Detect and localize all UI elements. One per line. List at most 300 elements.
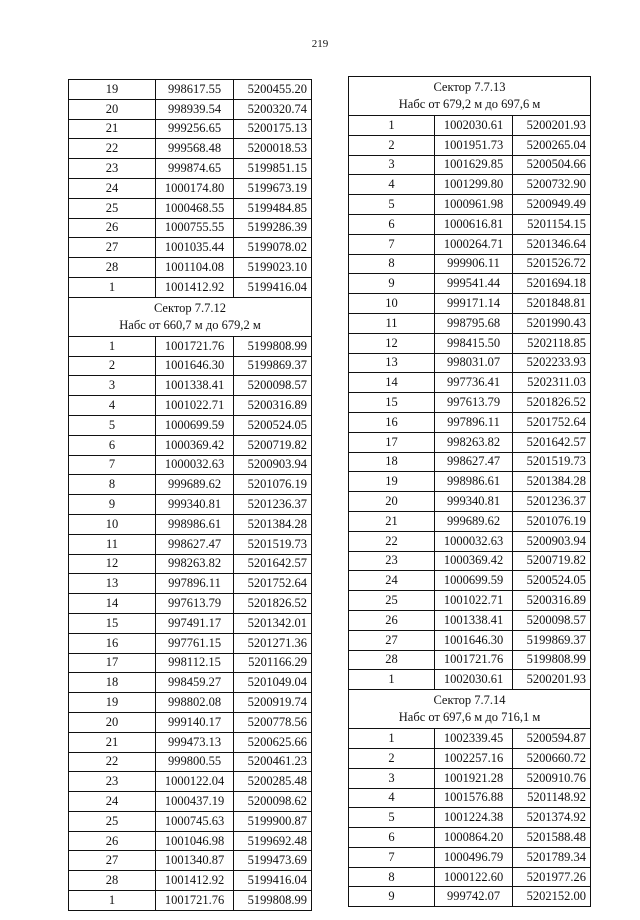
point-number-cell: 24 <box>349 571 435 591</box>
table-row <box>349 135 591 155</box>
y-coordinate-cell: 5201236.37 <box>513 492 591 512</box>
point-number-cell: 16 <box>349 412 435 432</box>
table-row <box>349 492 591 512</box>
sector-header <box>349 690 591 729</box>
point-number-cell: 9 <box>349 274 435 294</box>
x-coordinate-cell: 999742.07 <box>435 887 513 907</box>
point-number-cell: 1 <box>349 729 435 749</box>
x-coordinate-cell: 1001412.92 <box>156 277 234 297</box>
y-coordinate-cell: 5200265.04 <box>513 135 591 155</box>
point-number-cell: 17 <box>349 432 435 452</box>
x-coordinate-cell: 1001629.85 <box>435 155 513 175</box>
y-coordinate-cell: 5201236.37 <box>234 495 312 515</box>
sector-header <box>349 77 591 116</box>
table-row <box>69 772 312 792</box>
table-row <box>349 214 591 234</box>
point-number-cell: 14 <box>69 594 156 614</box>
point-number-cell: 6 <box>349 828 435 848</box>
y-coordinate-cell: 5200910.76 <box>513 768 591 788</box>
y-coordinate-cell: 5202233.93 <box>513 353 591 373</box>
x-coordinate-cell: 998795.68 <box>435 313 513 333</box>
y-coordinate-cell: 5202118.85 <box>513 333 591 353</box>
table-row <box>69 495 312 515</box>
x-coordinate-cell: 998802.08 <box>156 693 234 713</box>
y-coordinate-cell: 5200919.74 <box>234 693 312 713</box>
y-coordinate-cell: 5201519.73 <box>234 534 312 554</box>
y-coordinate-cell: 5201826.52 <box>513 393 591 413</box>
table-row <box>349 847 591 867</box>
table-row <box>69 218 312 238</box>
table-row <box>69 119 312 139</box>
right-coordinate-table <box>348 76 591 907</box>
table-row <box>69 415 312 435</box>
x-coordinate-cell: 1001721.76 <box>156 891 234 911</box>
table-row <box>69 732 312 752</box>
point-number-cell: 7 <box>349 847 435 867</box>
sector-header-row <box>349 690 591 729</box>
x-coordinate-cell: 1000122.60 <box>435 867 513 887</box>
y-coordinate-cell: 5200316.89 <box>234 396 312 416</box>
table-row <box>349 867 591 887</box>
point-number-cell: 7 <box>349 234 435 254</box>
x-coordinate-cell: 999171.14 <box>435 294 513 314</box>
x-coordinate-cell: 1000174.80 <box>156 178 234 198</box>
table-row <box>349 116 591 136</box>
table-row <box>349 155 591 175</box>
y-coordinate-cell: 5202152.00 <box>513 887 591 907</box>
x-coordinate-cell: 1000468.55 <box>156 198 234 218</box>
x-coordinate-cell: 1000369.42 <box>156 435 234 455</box>
x-coordinate-cell: 1001721.76 <box>435 650 513 670</box>
table-row <box>69 159 312 179</box>
sector-subtitle: Набс от 697,6 м до 716,1 м <box>398 710 541 725</box>
y-coordinate-cell: 5201752.64 <box>513 412 591 432</box>
point-number-cell: 11 <box>69 534 156 554</box>
point-number-cell: 22 <box>69 139 156 159</box>
point-number-cell: 12 <box>349 333 435 353</box>
table-row <box>69 336 312 356</box>
y-coordinate-cell: 5199078.02 <box>234 238 312 258</box>
x-coordinate-cell: 1001412.92 <box>156 871 234 891</box>
table-row <box>69 712 312 732</box>
table-row <box>349 274 591 294</box>
point-number-cell: 20 <box>349 492 435 512</box>
table-row <box>349 294 591 314</box>
y-coordinate-cell: 5202311.03 <box>513 373 591 393</box>
y-coordinate-cell: 5200719.82 <box>234 435 312 455</box>
point-number-cell: 4 <box>69 396 156 416</box>
y-coordinate-cell: 5200285.48 <box>234 772 312 792</box>
point-number-cell: 22 <box>349 531 435 551</box>
table-row <box>69 891 312 911</box>
y-coordinate-cell: 5199808.99 <box>234 336 312 356</box>
table-row <box>349 571 591 591</box>
x-coordinate-cell: 1000745.63 <box>156 811 234 831</box>
x-coordinate-cell: 1000755.55 <box>156 218 234 238</box>
y-coordinate-cell: 5200778.56 <box>234 712 312 732</box>
y-coordinate-cell: 5201076.19 <box>234 475 312 495</box>
sector-subtitle: Набс от 679,2 м до 697,6 м <box>398 97 541 111</box>
table-row <box>69 514 312 534</box>
y-coordinate-cell: 5199673.19 <box>234 178 312 198</box>
table-row <box>69 258 312 278</box>
table-row <box>349 393 591 413</box>
x-coordinate-cell: 1000864.20 <box>435 828 513 848</box>
x-coordinate-cell: 997613.79 <box>435 393 513 413</box>
point-number-cell: 25 <box>349 591 435 611</box>
point-number-cell: 2 <box>349 135 435 155</box>
x-coordinate-cell: 1001338.41 <box>435 610 513 630</box>
table-row <box>349 650 591 670</box>
table-row <box>349 551 591 571</box>
table-row <box>69 238 312 258</box>
x-coordinate-cell: 999800.55 <box>156 752 234 772</box>
point-number-cell: 8 <box>349 867 435 887</box>
point-number-cell: 26 <box>349 610 435 630</box>
x-coordinate-cell: 1001104.08 <box>156 258 234 278</box>
table-row <box>349 748 591 768</box>
table-row <box>349 670 591 690</box>
point-number-cell: 27 <box>69 851 156 871</box>
point-number-cell: 28 <box>69 871 156 891</box>
y-coordinate-cell: 5201526.72 <box>513 254 591 274</box>
x-coordinate-cell: 999689.62 <box>435 511 513 531</box>
point-number-cell: 25 <box>69 198 156 218</box>
y-coordinate-cell: 5200504.66 <box>513 155 591 175</box>
point-number-cell: 1 <box>349 670 435 690</box>
x-coordinate-cell: 999568.48 <box>156 139 234 159</box>
table-row <box>69 376 312 396</box>
table-row <box>349 333 591 353</box>
x-coordinate-cell: 999473.13 <box>156 732 234 752</box>
point-number-cell: 18 <box>69 673 156 693</box>
table-row <box>69 574 312 594</box>
y-coordinate-cell: 5201271.36 <box>234 633 312 653</box>
y-coordinate-cell: 5199869.37 <box>513 630 591 650</box>
point-number-cell: 9 <box>349 887 435 907</box>
x-coordinate-cell: 1000699.59 <box>156 415 234 435</box>
y-coordinate-cell: 5201642.57 <box>234 554 312 574</box>
sector-subtitle: Набс от 660,7 м до 679,2 м <box>119 317 261 332</box>
x-coordinate-cell: 1000369.42 <box>435 551 513 571</box>
point-number-cell: 19 <box>69 80 156 100</box>
point-number-cell: 6 <box>69 435 156 455</box>
x-coordinate-cell: 999340.81 <box>156 495 234 515</box>
x-coordinate-cell: 999906.11 <box>435 254 513 274</box>
table-row <box>349 591 591 611</box>
x-coordinate-cell: 1001646.30 <box>156 356 234 376</box>
x-coordinate-cell: 1000122.04 <box>156 772 234 792</box>
y-coordinate-cell: 5200455.20 <box>234 80 312 100</box>
table-row <box>349 373 591 393</box>
table-row <box>69 475 312 495</box>
x-coordinate-cell: 998263.82 <box>156 554 234 574</box>
table-row <box>69 594 312 614</box>
table-row <box>69 435 312 455</box>
x-coordinate-cell: 1001035.44 <box>156 238 234 258</box>
x-coordinate-cell: 1002030.61 <box>435 670 513 690</box>
y-coordinate-cell: 5201384.28 <box>234 514 312 534</box>
table-row <box>349 887 591 907</box>
table-row <box>69 99 312 119</box>
x-coordinate-cell: 1001921.28 <box>435 768 513 788</box>
x-coordinate-cell: 997896.11 <box>435 412 513 432</box>
table-row <box>69 673 312 693</box>
y-coordinate-cell: 5201148.92 <box>513 788 591 808</box>
y-coordinate-cell: 5199808.99 <box>234 891 312 911</box>
table-row <box>349 729 591 749</box>
point-number-cell: 4 <box>349 788 435 808</box>
point-number-cell: 2 <box>349 748 435 768</box>
y-coordinate-cell: 5200098.62 <box>234 792 312 812</box>
x-coordinate-cell: 998627.47 <box>435 452 513 472</box>
table-row <box>349 412 591 432</box>
table-row <box>69 851 312 871</box>
x-coordinate-cell: 999340.81 <box>435 492 513 512</box>
x-coordinate-cell: 997736.41 <box>435 373 513 393</box>
page-number: 219 <box>311 38 329 50</box>
point-number-cell: 11 <box>349 313 435 333</box>
y-coordinate-cell: 5199023.10 <box>234 258 312 278</box>
x-coordinate-cell: 1001338.41 <box>156 376 234 396</box>
point-number-cell: 1 <box>69 277 156 297</box>
x-coordinate-cell: 1000616.81 <box>435 214 513 234</box>
table-row <box>349 195 591 215</box>
y-coordinate-cell: 5200098.57 <box>513 610 591 630</box>
point-number-cell: 8 <box>69 475 156 495</box>
sector-header-row <box>349 77 591 116</box>
point-number-cell: 1 <box>69 891 156 911</box>
x-coordinate-cell: 998986.61 <box>435 472 513 492</box>
point-number-cell: 27 <box>349 630 435 650</box>
sector-header-row <box>69 297 312 336</box>
y-coordinate-cell: 5199808.99 <box>513 650 591 670</box>
point-number-cell: 21 <box>69 119 156 139</box>
table-row <box>349 531 591 551</box>
x-coordinate-cell: 999256.65 <box>156 119 234 139</box>
y-coordinate-cell: 5200201.93 <box>513 116 591 136</box>
y-coordinate-cell: 5200660.72 <box>513 748 591 768</box>
x-coordinate-cell: 997896.11 <box>156 574 234 594</box>
point-number-cell: 9 <box>69 495 156 515</box>
point-number-cell: 5 <box>69 415 156 435</box>
y-coordinate-cell: 5201154.15 <box>513 214 591 234</box>
y-coordinate-cell: 5201977.26 <box>513 867 591 887</box>
y-coordinate-cell: 5201166.29 <box>234 653 312 673</box>
table-row <box>69 792 312 812</box>
table-row <box>69 693 312 713</box>
point-number-cell: 13 <box>69 574 156 594</box>
y-coordinate-cell: 5200098.57 <box>234 376 312 396</box>
x-coordinate-cell: 1001576.88 <box>435 788 513 808</box>
y-coordinate-cell: 5200625.66 <box>234 732 312 752</box>
y-coordinate-cell: 5199900.87 <box>234 811 312 831</box>
y-coordinate-cell: 5199851.15 <box>234 159 312 179</box>
y-coordinate-cell: 5201588.48 <box>513 828 591 848</box>
y-coordinate-cell: 5199416.04 <box>234 277 312 297</box>
y-coordinate-cell: 5201049.04 <box>234 673 312 693</box>
point-number-cell: 18 <box>349 452 435 472</box>
point-number-cell: 27 <box>69 238 156 258</box>
point-number-cell: 15 <box>69 613 156 633</box>
y-coordinate-cell: 5201642.57 <box>513 432 591 452</box>
table-row <box>69 178 312 198</box>
x-coordinate-cell: 999689.62 <box>156 475 234 495</box>
x-coordinate-cell: 999874.65 <box>156 159 234 179</box>
x-coordinate-cell: 1001951.73 <box>435 135 513 155</box>
table-row <box>69 277 312 297</box>
x-coordinate-cell: 997761.15 <box>156 633 234 653</box>
y-coordinate-cell: 5200719.82 <box>513 551 591 571</box>
table-row <box>69 534 312 554</box>
table-row <box>69 80 312 100</box>
y-coordinate-cell: 5201342.01 <box>234 613 312 633</box>
x-coordinate-cell: 1000699.59 <box>435 571 513 591</box>
y-coordinate-cell: 5201384.28 <box>513 472 591 492</box>
x-coordinate-cell: 1000437.19 <box>156 792 234 812</box>
point-number-cell: 23 <box>349 551 435 571</box>
x-coordinate-cell: 998031.07 <box>435 353 513 373</box>
y-coordinate-cell: 5199692.48 <box>234 831 312 851</box>
y-coordinate-cell: 5200903.94 <box>234 455 312 475</box>
y-coordinate-cell: 5200949.49 <box>513 195 591 215</box>
table-row <box>349 175 591 195</box>
point-number-cell: 2 <box>69 356 156 376</box>
point-number-cell: 1 <box>349 116 435 136</box>
y-coordinate-cell: 5200903.94 <box>513 531 591 551</box>
x-coordinate-cell: 1001022.71 <box>156 396 234 416</box>
table-row <box>69 871 312 891</box>
x-coordinate-cell: 1000961.98 <box>435 195 513 215</box>
table-row <box>69 198 312 218</box>
point-number-cell: 10 <box>69 514 156 534</box>
point-number-cell: 7 <box>69 455 156 475</box>
point-number-cell: 22 <box>69 752 156 772</box>
y-coordinate-cell: 5199484.85 <box>234 198 312 218</box>
y-coordinate-cell: 5200524.05 <box>234 415 312 435</box>
x-coordinate-cell: 1001299.80 <box>435 175 513 195</box>
x-coordinate-cell: 998617.55 <box>156 80 234 100</box>
table-row <box>349 254 591 274</box>
point-number-cell: 23 <box>69 159 156 179</box>
sector-header <box>69 297 312 336</box>
y-coordinate-cell: 5200201.93 <box>513 670 591 690</box>
x-coordinate-cell: 999140.17 <box>156 712 234 732</box>
y-coordinate-cell: 5199416.04 <box>234 871 312 891</box>
point-number-cell: 4 <box>349 175 435 195</box>
x-coordinate-cell: 997491.17 <box>156 613 234 633</box>
x-coordinate-cell: 998459.27 <box>156 673 234 693</box>
point-number-cell: 21 <box>69 732 156 752</box>
y-coordinate-cell: 5199473.69 <box>234 851 312 871</box>
table-row <box>349 353 591 373</box>
x-coordinate-cell: 998415.50 <box>435 333 513 353</box>
x-coordinate-cell: 998939.54 <box>156 99 234 119</box>
point-number-cell: 26 <box>69 831 156 851</box>
y-coordinate-cell: 5200175.13 <box>234 119 312 139</box>
x-coordinate-cell: 1001340.87 <box>156 851 234 871</box>
y-coordinate-cell: 5201990.43 <box>513 313 591 333</box>
table-row <box>349 630 591 650</box>
x-coordinate-cell: 997613.79 <box>156 594 234 614</box>
table-row <box>349 452 591 472</box>
table-row <box>69 613 312 633</box>
table-row <box>349 828 591 848</box>
y-coordinate-cell: 5200524.05 <box>513 571 591 591</box>
y-coordinate-cell: 5201694.18 <box>513 274 591 294</box>
point-number-cell: 5 <box>349 808 435 828</box>
table-row <box>69 356 312 376</box>
table-row <box>69 633 312 653</box>
table-row <box>69 554 312 574</box>
point-number-cell: 24 <box>69 178 156 198</box>
table-row <box>69 396 312 416</box>
point-number-cell: 19 <box>349 472 435 492</box>
table-row <box>349 511 591 531</box>
left-coordinate-table <box>68 79 312 911</box>
point-number-cell: 16 <box>69 633 156 653</box>
y-coordinate-cell: 5201789.34 <box>513 847 591 867</box>
point-number-cell: 20 <box>69 712 156 732</box>
y-coordinate-cell: 5200018.53 <box>234 139 312 159</box>
table-row <box>69 139 312 159</box>
point-number-cell: 3 <box>349 155 435 175</box>
x-coordinate-cell: 998627.47 <box>156 534 234 554</box>
y-coordinate-cell: 5201826.52 <box>234 594 312 614</box>
point-number-cell: 3 <box>349 768 435 788</box>
y-coordinate-cell: 5200732.90 <box>513 175 591 195</box>
x-coordinate-cell: 1001646.30 <box>435 630 513 650</box>
y-coordinate-cell: 5201752.64 <box>234 574 312 594</box>
x-coordinate-cell: 998112.15 <box>156 653 234 673</box>
x-coordinate-cell: 1002030.61 <box>435 116 513 136</box>
table-row <box>349 768 591 788</box>
x-coordinate-cell: 1000032.63 <box>435 531 513 551</box>
x-coordinate-cell: 1001022.71 <box>435 591 513 611</box>
point-number-cell: 24 <box>69 792 156 812</box>
x-coordinate-cell: 1002339.45 <box>435 729 513 749</box>
x-coordinate-cell: 999541.44 <box>435 274 513 294</box>
sector-title: Сектор 7.7.13 <box>433 80 506 94</box>
point-number-cell: 20 <box>69 99 156 119</box>
x-coordinate-cell: 998263.82 <box>435 432 513 452</box>
point-number-cell: 19 <box>69 693 156 713</box>
point-number-cell: 13 <box>349 353 435 373</box>
y-coordinate-cell: 5199869.37 <box>234 356 312 376</box>
point-number-cell: 28 <box>349 650 435 670</box>
y-coordinate-cell: 5200320.74 <box>234 99 312 119</box>
table-row <box>349 610 591 630</box>
table-row <box>349 234 591 254</box>
table-row <box>349 313 591 333</box>
point-number-cell: 5 <box>349 195 435 215</box>
y-coordinate-cell: 5200316.89 <box>513 591 591 611</box>
point-number-cell: 23 <box>69 772 156 792</box>
table-row <box>349 432 591 452</box>
point-number-cell: 14 <box>349 373 435 393</box>
y-coordinate-cell: 5199286.39 <box>234 218 312 238</box>
table-row <box>69 811 312 831</box>
y-coordinate-cell: 5201346.64 <box>513 234 591 254</box>
point-number-cell: 3 <box>69 376 156 396</box>
y-coordinate-cell: 5200594.87 <box>513 729 591 749</box>
y-coordinate-cell: 5200461.23 <box>234 752 312 772</box>
x-coordinate-cell: 1002257.16 <box>435 748 513 768</box>
point-number-cell: 21 <box>349 511 435 531</box>
x-coordinate-cell: 998986.61 <box>156 514 234 534</box>
point-number-cell: 8 <box>349 254 435 274</box>
x-coordinate-cell: 1000496.79 <box>435 847 513 867</box>
